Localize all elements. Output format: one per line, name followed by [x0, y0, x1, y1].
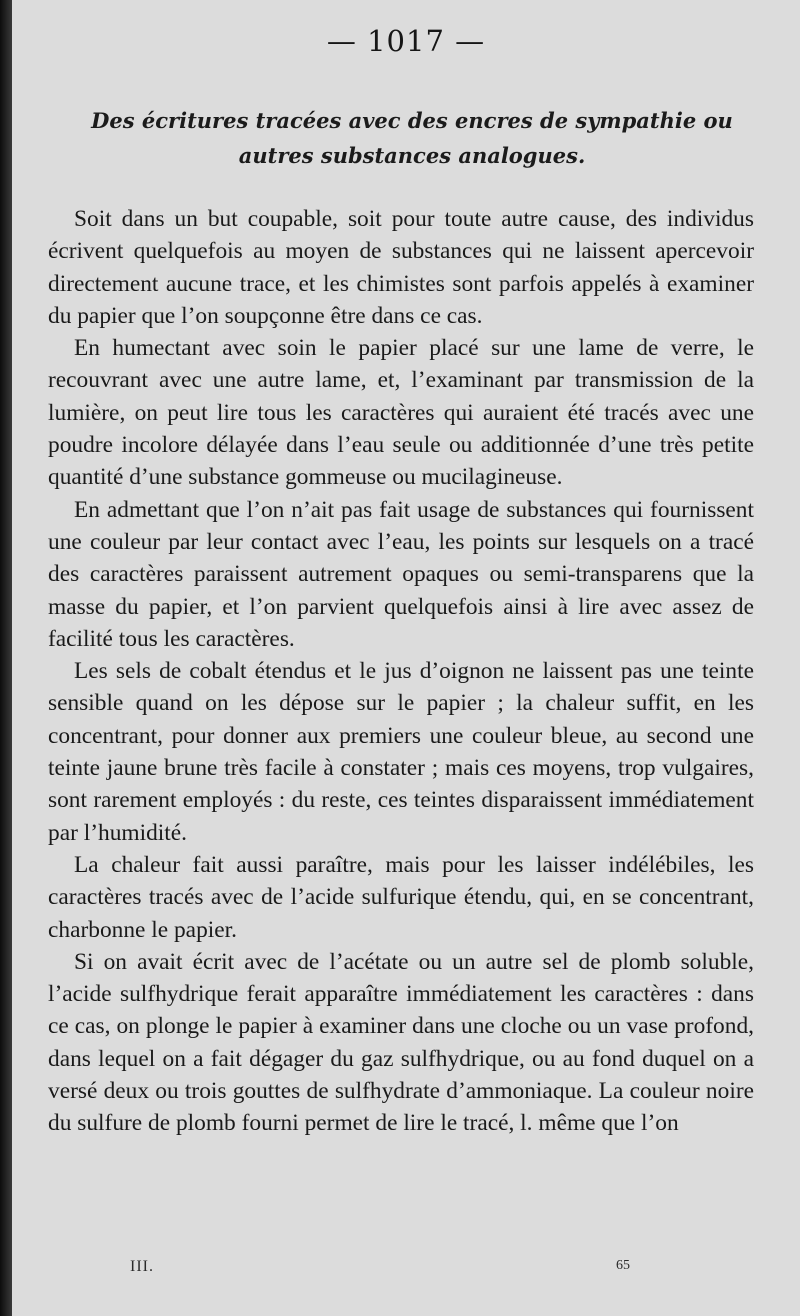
paragraph-6: Si on avait écrit avec de l’acétate ou un autre sel de plomb soluble, l’acide sulfhydrique ferait apparaître immédiatement les caractères : dans ce cas, on plonge le papier à examiner dans une cloche ou un vase profond, dans lequel on a fait dégager du gaz sulfhydrique, ou au fond duquel on a versé deux ou trois gouttes de sulfhydrate d’ammoniaque. La couleur noire du sulfure de plomb fourni permet de lire le tracé, l. même que l’on: [48, 948, 754, 1137]
signature-mark: 65: [616, 1258, 630, 1273]
paragraph-3: En admettant que l’on n’ait pas fait usage de substances qui fournissent une couleur par leur contact avec l’eau, les points sur lesquels on a tracé des caractères paraissent autrement opaques ou semi-transparens que la masse du papier, et l’on parvient quelquefois ainsi à lire avec assez de facilité tous les caractères.: [48, 496, 754, 652]
section-title: Des écritures tracées avec des encres de sympathie ou autres substances analogues.: [91, 108, 733, 168]
paragraph-2: En humectant avec soin le papier placé sur une lame de verre, le recouvrant avec une autre lame, et, l’examinant par transmission de la lumière, on peut lire tous les caractères qui auraient été tracés avec une poudre incolore délayée dans l’eau seule ou additionnée d’une très petite quantité d’une substance gommeuse ou mucilagineuse.: [48, 335, 754, 491]
paragraph-1: Soit dans un but coupable, soit pour toute autre cause, des individus écrivent quelquefois au moyen de substances qui ne laissent apercevoir directement aucune trace, et les chimistes sont parfois appelés à examiner du papier que l’on soupçonne être dans ce cas.: [48, 206, 754, 329]
page-number: — 1017 —: [326, 24, 486, 58]
scan-left-edge: [0, 0, 12, 1316]
body-text: [48, 203, 754, 1140]
book-page: [12, 0, 800, 1316]
volume-mark: III.: [130, 1258, 154, 1275]
paragraph-5: La chaleur fait aussi paraître, mais pour les laisser indélébiles, les caractères tracés avec de l’acide sulfurique étendu, qui, en se concentrant, charbonne le papier.: [48, 851, 754, 943]
paragraph-4: Les sels de cobalt étendus et le jus d’oignon ne laissent pas une teinte sensible quand on les dépose sur le papier ; la chaleur suffit, en les concentrant, pour donner aux premiers une couleur bleue, au second une teinte jaune brune très facile à constater ; mais ces moyens, trop vulgaires, sont rarement employés : du reste, ces teintes disparaissent immédiatement par l’humidité.: [48, 658, 754, 846]
